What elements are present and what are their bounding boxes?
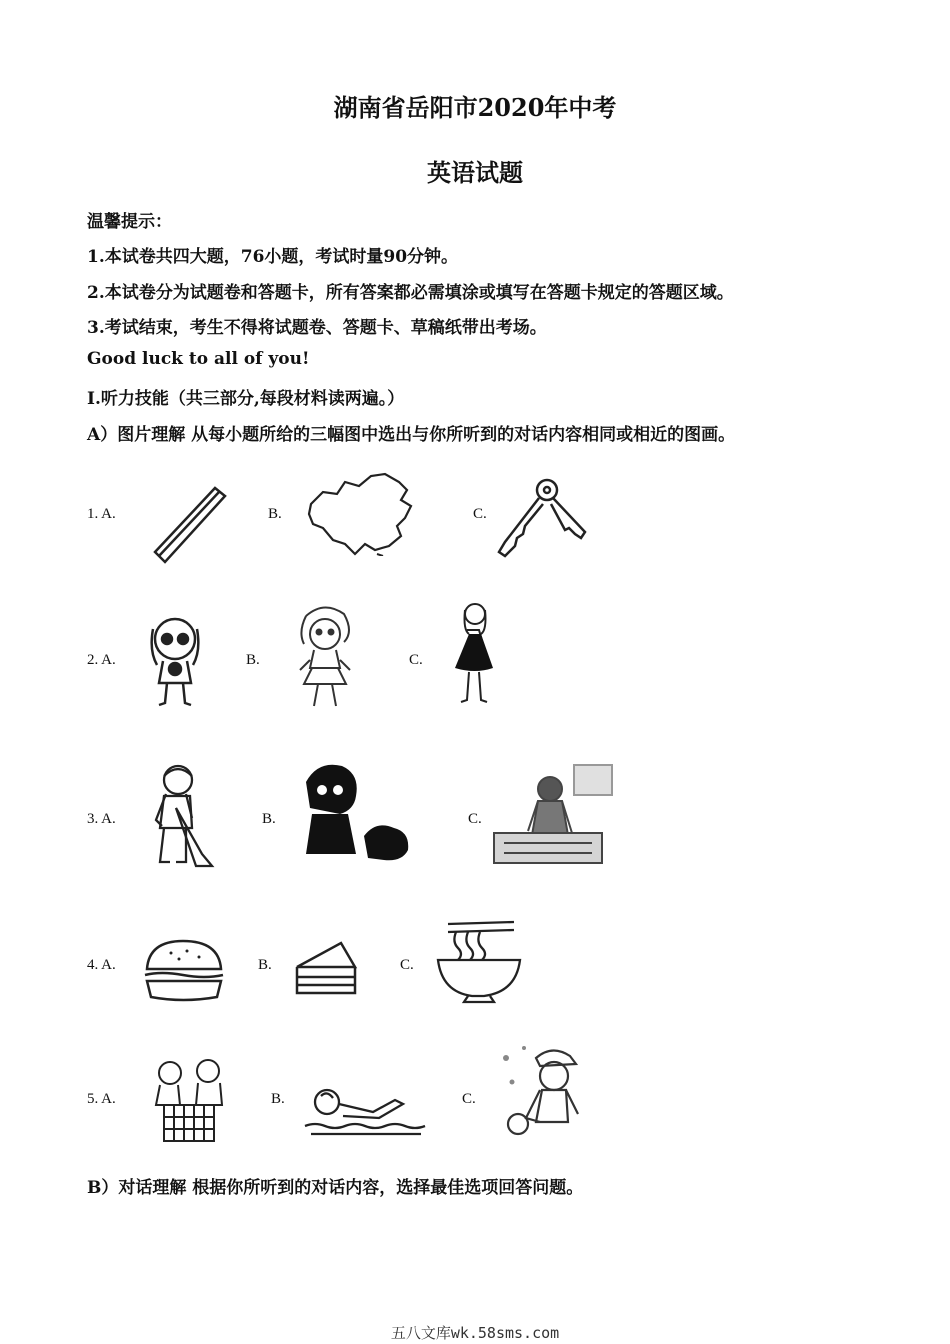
note-item-1: 1.本试卷共四大题，76小题，考试时量90分钟。: [87, 247, 459, 267]
q2-label-c: C.: [409, 652, 423, 668]
part-a-instruction: A）图片理解 从每小题所给的三幅图中选出与你所听到的对话内容相同或相近的图画。: [87, 425, 736, 445]
q1-label-b: B.: [268, 506, 282, 522]
q4-label-b: B.: [258, 957, 272, 973]
keys-image: [495, 472, 590, 558]
girl-skirt-image: [292, 602, 358, 712]
part-b-instruction: B）对话理解 根据你所听到的对话内容，选择最佳选项回答问题。: [87, 1178, 584, 1198]
q4-label-a: 4. A.: [87, 957, 116, 973]
boy-sweeping-image: [146, 762, 216, 868]
q1-label-a: 1. A.: [87, 506, 116, 522]
sandwich-image: [293, 937, 359, 1003]
noodles-image: [434, 918, 524, 1004]
q3-label-b: B.: [262, 811, 276, 827]
q3-label-c: C.: [468, 811, 482, 827]
ruler-image: [147, 478, 232, 566]
q5-label-a: 5. A.: [87, 1091, 116, 1107]
q2-label-a: 2. A.: [87, 652, 116, 668]
q4-label-c: C.: [400, 957, 414, 973]
china-map-image: [305, 470, 417, 556]
q2-label-b: B.: [246, 652, 260, 668]
section-1-title: I.听力技能（共三部分,每段材料读两遍。）: [87, 389, 405, 409]
watermark-text: 五八文库wk.58sms.com: [390, 1324, 560, 1342]
playing-football-image: [496, 1038, 590, 1146]
q3-label-a: 3. A.: [87, 811, 116, 827]
page-title: 湖南省岳阳市2020年中考: [333, 93, 617, 122]
girl-sunglasses-image: [145, 611, 205, 709]
q5-label-c: C.: [462, 1091, 476, 1107]
girl-with-dog-image: [298, 762, 416, 870]
q1-label-c: C.: [473, 506, 487, 522]
notes-heading: 温馨提示：: [87, 212, 172, 232]
hamburger-image: [141, 937, 226, 1003]
q5-label-b: B.: [271, 1091, 285, 1107]
swimming-image: [303, 1080, 427, 1140]
note-item-3: 3.考试结束，考生不得将试题卷、答题卡、草稿纸带出考场。: [87, 318, 547, 338]
page-subtitle: 英语试题: [427, 158, 523, 187]
playing-chess-image: [150, 1055, 234, 1145]
woman-cooking-image: [488, 763, 614, 871]
note-item-2: 2.本试卷分为试题卷和答题卡，所有答案都必需填涂或填写在答题卡规定的答题区域。: [87, 283, 734, 303]
girl-black-dress-image: [451, 600, 496, 706]
greeting: Good luck to all of you!: [87, 349, 310, 369]
